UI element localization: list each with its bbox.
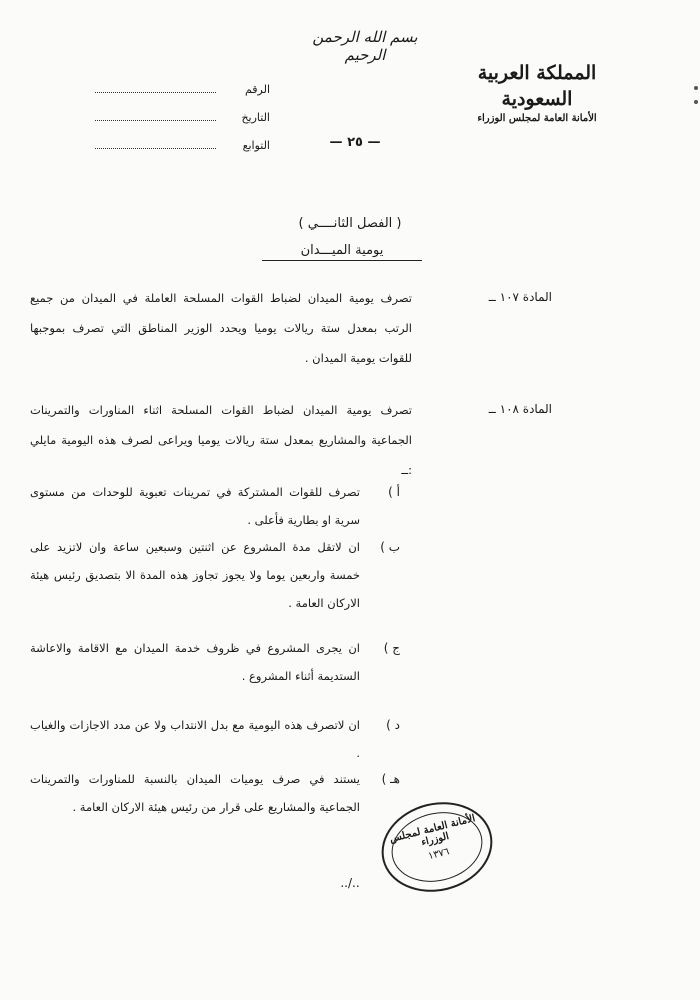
article-text-108: تصرف يومية الميدان لضباط القوات المسلحة اثناء المناورات والتمرينات الجماعية والمشاريع بمعدل ستة ريالات يوميا ويراعى لصرف هذه اليومية مايلي :ــ bbox=[30, 403, 412, 477]
blank-line bbox=[95, 120, 216, 121]
item-label-b: ب ) bbox=[380, 540, 400, 554]
item-text-d: ان لاتصرف هذه اليومية مع بدل الانتداب ولا عن مدد الاجازات والغياب . bbox=[30, 718, 360, 760]
item-text-c: ان يجرى المشروع في ظروف خدمة الميدان مع الاقامة والاعاشة الستديمة أثناء المشروع . bbox=[30, 641, 360, 683]
item-label-e: هـ ) bbox=[381, 772, 400, 786]
letterhead bbox=[462, 60, 612, 126]
article-label-107: المادة ١٠٧ ــ bbox=[488, 290, 552, 304]
page-number: — ٢٥ — bbox=[329, 135, 381, 150]
chapter-title: ( الفصل الثانــــي ) bbox=[298, 216, 402, 231]
reference-date-row bbox=[95, 96, 270, 124]
reference-fields bbox=[95, 68, 270, 152]
kingdom-name: المملكة العربية السعودية bbox=[477, 62, 597, 110]
item-label-c: ج ) bbox=[383, 641, 400, 655]
punch-hole-mark bbox=[694, 100, 698, 104]
item-text-b: ان لاتقل مدة المشروع عن اثنتين وسبعين ساعة وان لاتزيد على خمسة واربعين يوما ولا يجوز تجاوز هذه المدة الا بتصديق رئيس هيئة الاركان العامة . bbox=[30, 540, 360, 610]
punch-hole-mark bbox=[694, 86, 698, 90]
seal-text: الأمانة العامة لمجلس الوزراء bbox=[388, 813, 477, 849]
field-label: الرقم bbox=[244, 83, 270, 96]
secretariat-name: الأمانة العامة لمجلس الوزراء bbox=[477, 113, 597, 124]
blank-line bbox=[95, 92, 216, 93]
item-text-e: يستند في صرف يوميات الميدان بالنسبة للمناورات والتمرينات الجماعية والمشاريع على قرار من رئيس هيئة الاركان العامة . bbox=[30, 772, 360, 814]
field-label: التوابع bbox=[242, 139, 270, 152]
official-seal-stamp bbox=[372, 791, 502, 903]
seal-number: ١٣٧٦ bbox=[427, 846, 451, 863]
field-label: التاريخ bbox=[241, 111, 270, 124]
chapter-subtitle: يومية الميـــدان bbox=[262, 243, 422, 261]
blank-line bbox=[95, 148, 216, 149]
item-label-d: د ) bbox=[386, 718, 400, 732]
reference-attachments-row bbox=[95, 124, 270, 152]
item-text-a: تصرف للقوات المشتركة في تمرينات تعبوية للوحدات من مستوى سرية او بطارية فأعلى . bbox=[30, 485, 360, 527]
basmala-heading: بسم الله الرحمن الرحيم bbox=[312, 28, 418, 64]
article-label-108: المادة ١٠٨ ــ bbox=[488, 402, 552, 416]
continuation-mark: ../.. bbox=[340, 876, 360, 890]
item-label-a: أ ) bbox=[388, 485, 400, 499]
reference-number-row bbox=[95, 68, 270, 96]
article-text-107: تصرف يومية الميدان لضباط القوات المسلحة العاملة في الميدان من جميع الرتب بمعدل ستة ريالات يوميا ويحدد الوزير المناطق التي تصرف بموجبها للقوات يومية الميدان . bbox=[30, 291, 412, 365]
